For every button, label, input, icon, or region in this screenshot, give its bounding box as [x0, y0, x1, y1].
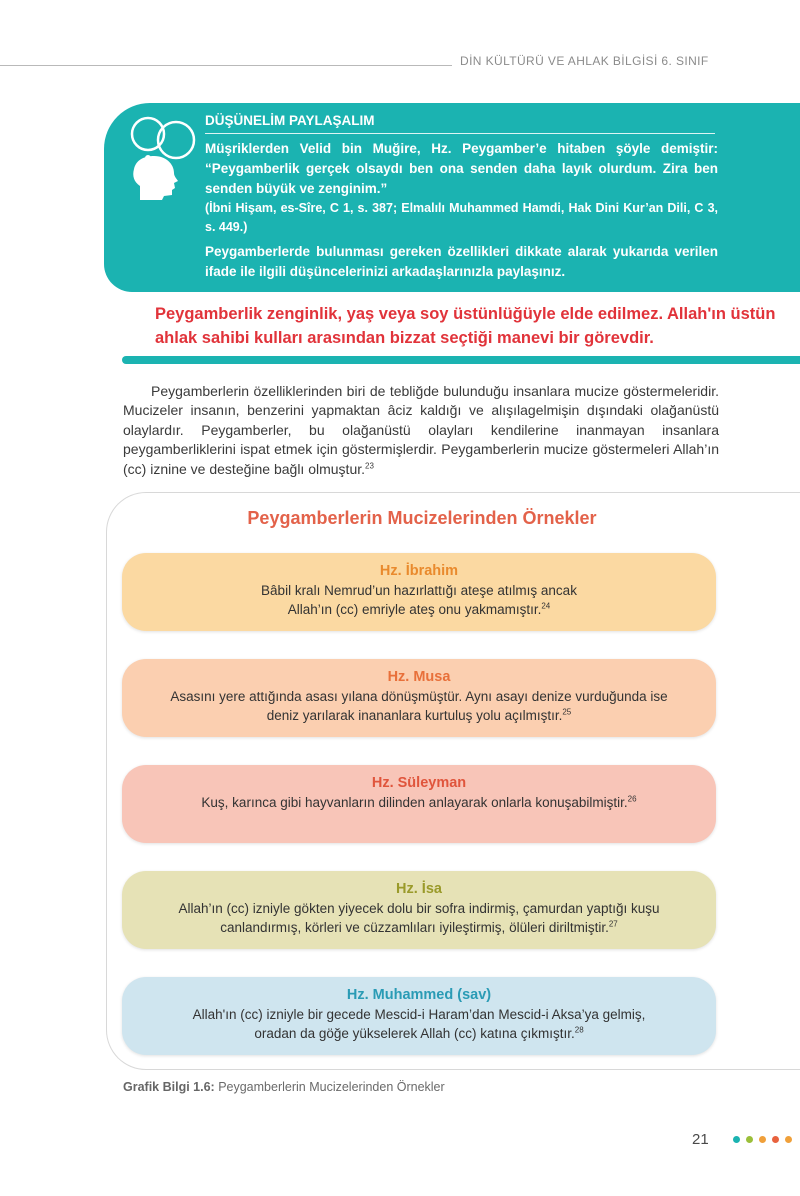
paragraph-text: Peygamberlerin özelliklerinden biri de tebliğde bulunduğu insanlara mucize göstermeleridir. Mucizeler insanın, benzerini yapmaktan âciz kaldığı ve alışılagelmişin dışındaki olağanüstü olaylardır. Peygamberler, bu olağanüstü olayları kendilerine inanmayan insanlara peygamberliklerini ispat etmek için göstermişlerdir. Peygamberlerin mucize göstermeleri Allah’ın (cc) iznine ve desteğine bağlı olmuştur.: [123, 383, 719, 477]
miracle-text: deniz yarılarak inananlara kurtuluş yolu açılmıştır.: [266, 708, 563, 723]
miracle-card: [122, 871, 716, 949]
footnote-ref: 24: [541, 601, 551, 611]
miracle-description-line: [136, 706, 702, 725]
think-box-divider: [205, 133, 715, 134]
footnote-ref: 23: [365, 460, 374, 470]
color-dot: [772, 1136, 779, 1143]
miracle-card: [122, 659, 716, 737]
color-dot: [759, 1136, 766, 1143]
prophet-name: Hz. Süleyman: [371, 775, 467, 791]
quote-source: (İbni Hişam, es-Sîre, C 1, s. 387; Elmalılı Muhammed Hamdi, Hak Dini Kur’an Dili, C 3, s. 449.): [205, 201, 718, 234]
miracle-card: [122, 765, 716, 843]
prophet-name: Hz. İbrahim: [379, 563, 459, 579]
footnote-ref: 25: [562, 707, 572, 717]
color-dot: [746, 1136, 753, 1143]
figure-caption: [123, 1080, 445, 1094]
prophet-name: Hz. İsa: [396, 881, 442, 897]
quote-text: Müşriklerden Velid bin Muğire, Hz. Peygamber’e hitaben şöyle demiştir: “Peygamberlik gerçek olsaydı ben ona senden daha layık olurdum. Zira ben senden büyük ve zenginim.”: [205, 141, 718, 196]
think-box-content: [205, 139, 718, 282]
miracle-card: [122, 977, 716, 1055]
header-rule: [0, 65, 452, 66]
miracle-description-line: [136, 600, 702, 619]
miracle-description-line: [136, 581, 702, 600]
miracle-text: Bâbil kralı Nemrud’un hazırlattığı ateşe atılmış ancak: [261, 583, 577, 598]
discussion-prompt: Peygamberlerde bulunması gereken özellikleri dikkate alarak yukarıda verilen ifade ile ilgili düşüncelerinizi arkadaşlarınızla paylaşınız.: [205, 244, 718, 279]
miracle-text: Allah’ın (cc) izniyle gökten yiyecek dolu bir sofra indirmiş, çamurdan yaptığı kuşu: [178, 901, 660, 916]
miracles-panel-title: Peygamberlerin Mucizelerinden Örnekler: [247, 508, 597, 528]
miracle-description-line: [136, 1024, 702, 1043]
prophet-name: Hz. Muhammed (sav): [346, 987, 492, 1003]
think-box-title: DÜŞÜNELİM PAYLAŞALIM: [205, 113, 375, 128]
footnote-ref: 27: [608, 919, 618, 929]
key-statement: Peygamberlik zenginlik, yaş veya soy üstünlüğüyle elde edilmez. Allah'ın üstün ahlak sahibi kulları arasından bizzat seçtiği manevi bir görevdir.: [155, 305, 776, 347]
footnote-ref: 26: [627, 794, 637, 804]
miracle-text: canlandırmış, körleri ve cüzzamlıları iyileştirmiş, ölüleri diriltmiştir.: [220, 920, 609, 935]
miracle-description-line: [136, 687, 702, 706]
book-title-header: DİN KÜLTÜRÜ VE AHLAK BİLGİSİ 6. SINIF: [460, 54, 709, 68]
miracle-description-line: [136, 793, 702, 812]
caption-text: Peygamberlerin Mucizelerinden Örnekler: [218, 1080, 445, 1094]
miracle-description-line: [136, 918, 702, 937]
miracle-text: Asasını yere attığında asası yılana dönüşmüştür. Aynı asayı denize vurduğunda ise: [170, 689, 668, 704]
miracle-text: Kuş, karınca gibi hayvanların dilinden anlayarak onlarla konuşabilmiştir.: [201, 795, 628, 810]
prophet-name: Hz. Musa: [387, 669, 451, 685]
miracle-description-line: [136, 1005, 702, 1024]
color-dot: [785, 1136, 792, 1143]
decorative-dots: [733, 1136, 792, 1143]
caption-label: Grafik Bilgi 1.6:: [123, 1080, 215, 1094]
body-paragraph: [123, 382, 719, 479]
miracle-text: oradan da göğe yükselerek Allah (cc) katına çıkmıştır.: [254, 1026, 575, 1041]
footnote-ref: 28: [574, 1025, 584, 1035]
miracle-description-line: [136, 899, 702, 918]
page-number: 21: [692, 1131, 709, 1148]
miracle-text: Allah’ın (cc) emriyle ateş onu yakmamıştır.: [287, 602, 542, 617]
thinking-head-icon: [126, 112, 198, 202]
color-dot: [733, 1136, 740, 1143]
miracle-card: [122, 553, 716, 631]
teal-divider-bar: [122, 356, 800, 364]
miracle-text: Allah'ın (cc) izniyle bir gecede Mescid-i Haram’dan Mescid-i Aksa’ya gelmiş,: [192, 1007, 646, 1022]
